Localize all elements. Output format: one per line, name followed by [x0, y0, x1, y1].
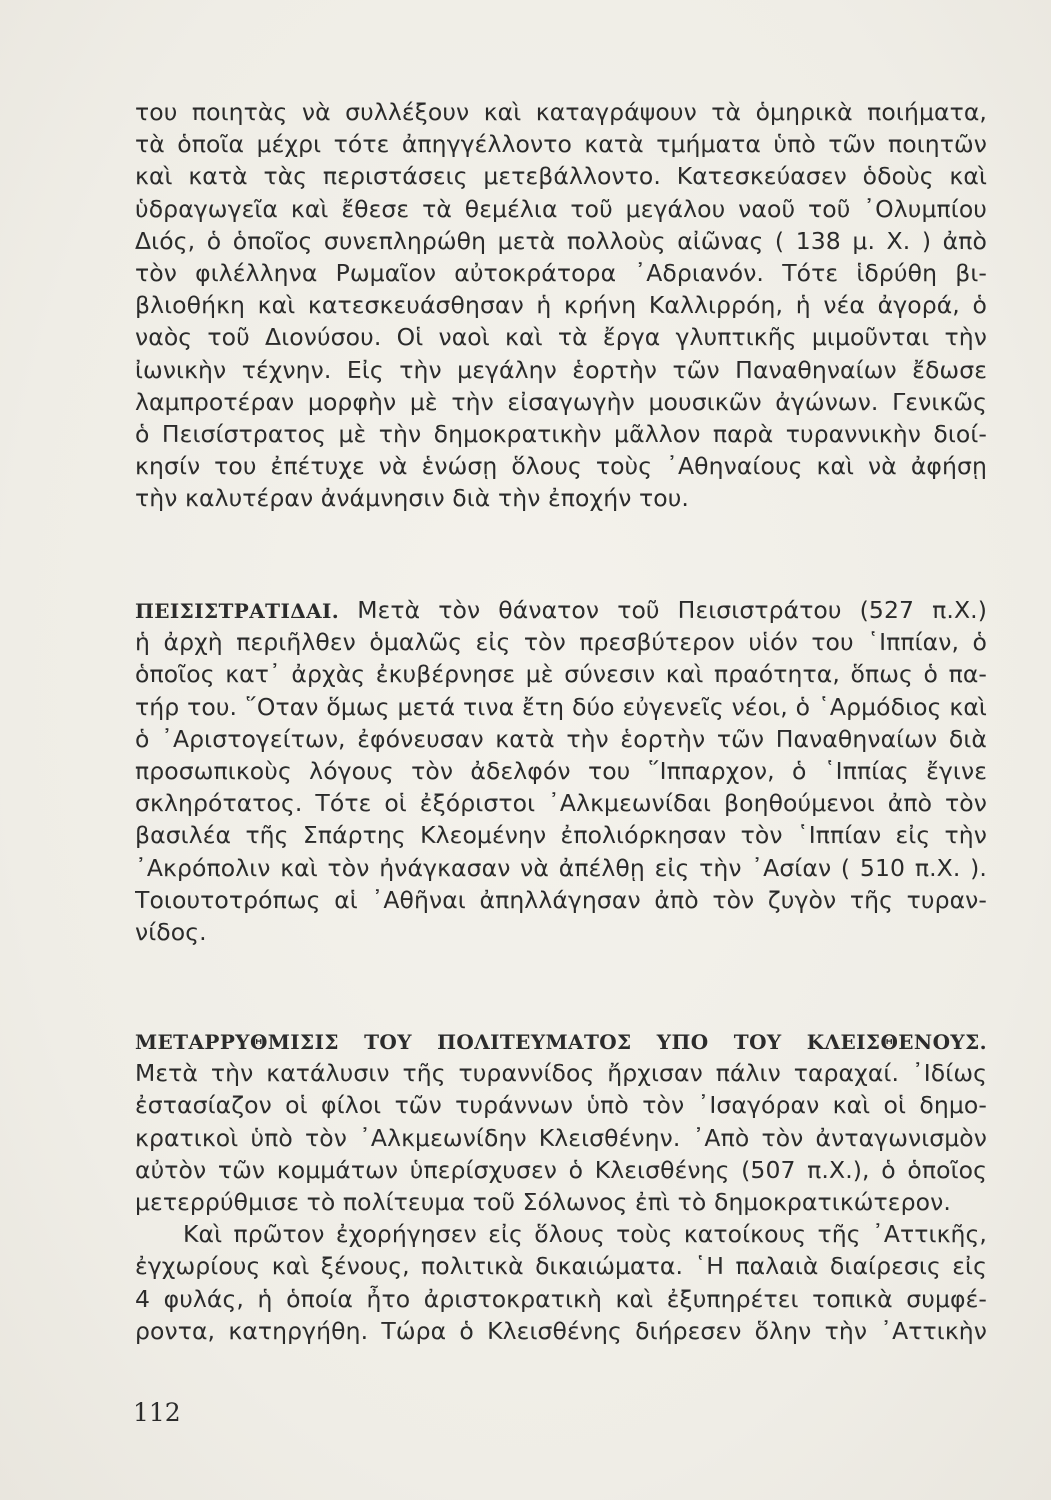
text-line: ναὸς τοῦ Διονύσου. Οἱ ναοὶ καὶ τὰ ἔργα γλυπτικῆς μιμοῦνται τὴν	[135, 323, 987, 352]
text-line: ἐγχωρίους καὶ ξένους, πολιτικὰ δικαιώματα. ῾Η παλαιὰ διαίρεσις εἰς	[135, 1252, 987, 1281]
text-line: μετερρύθμισε τὸ πολίτευμα τοῦ Σόλωνος ἐπὶ τὸ δημοκρατικώτερον.	[135, 1187, 951, 1216]
paragraph-peisistratus-works	[135, 96, 987, 514]
text-line: 4 φυλάς, ἡ ὁποία ἦτο ἀριστοκρατικὴ καὶ ἐξυπηρέτει τοπικὰ συμφέ-	[135, 1284, 987, 1313]
section-peisistratidae	[135, 594, 987, 948]
text-line: ὁποῖος κατ᾿ ἀρχὰς ἐκυβέρνησε μὲ σύνεσιν καὶ πραότητα, ὅπως ὁ πα-	[135, 660, 987, 689]
text-line: Τοιουτοτρόπως αἱ ᾿Αθῆναι ἀπηλλάγησαν ἀπὸ τὸν ζυγὸν τῆς τυραν-	[135, 885, 987, 914]
text-line: ἰωνικὴν τέχνην. Εἰς τὴν μεγάλην ἑορτὴν τῶν Παναθηναίων ἔδωσε	[135, 355, 987, 384]
text-line: ὑδραγωγεῖα καὶ ἔθεσε τὰ θεμέλια τοῦ μεγάλου ναοῦ τοῦ ᾿Ολυμπίου	[135, 194, 987, 223]
text-line: ροντα, κατηργήθη. Τώρα ὁ Κλεισθένης διήρεσεν ὅλην τὴν ᾿Αττικὴν	[135, 1316, 987, 1345]
text-line: κρατικοὶ ὑπὸ τὸν ᾿Αλκμεωνίδην Κλεισθένην. ᾿Απὸ τὸν ἀνταγωνισμὸν	[135, 1123, 987, 1152]
text-line: σκληρότατος. Τότε οἱ ἐξόριστοι ᾿Αλκμεωνίδαι βοηθούμενοι ἀπὸ τὸν	[135, 789, 987, 818]
text-line: Διός, ὁ ὁποῖος συνεπληρώθη μετὰ πολλοὺς αἰῶνας ( 138 μ. Χ. ) ἀπὸ	[135, 226, 987, 255]
text-line: του ποιητὰς νὰ συλλέξουν καὶ καταγράψουν τὰ ὁμηρικὰ ποιήματα,	[135, 98, 987, 126]
text-line: κησίν του ἐπέτυχε νὰ ἑνώσῃ ὅλους τοὺς ᾿Αθηναίους καὶ νὰ ἀφήσῃ	[135, 452, 987, 481]
text-line: ἐστασίαζον οἱ φίλοι τῶν τυράννων ὑπὸ τὸν ᾿Ισαγόραν καὶ οἱ δημο-	[135, 1091, 987, 1120]
text-line: τὴν καλυτέραν ἀνάμνησιν διὰ τὴν ἐποχήν του.	[135, 484, 689, 513]
text-line: ὁ Πεισίστρατος μὲ τὴν δημοκρατικὴν μᾶλλον παρὰ τυραννικὴν διοί-	[135, 419, 987, 448]
text-line: τὰ ὁποῖα μέχρι τότε ἀπηγγέλλοντο κατὰ τμήματα ὑπὸ τῶν ποιητῶν	[135, 130, 987, 159]
text-line: Μετὰ τὴν κατάλυσιν τῆς τυραννίδος ἤρχισαν πάλιν ταραχαί. ᾿Ιδίως	[135, 1059, 987, 1088]
text-line: βλιοθήκη καὶ κατεσκευάσθησαν ἡ κρήνη Καλλιρρόη, ἡ νέα ἀγορά, ὁ	[135, 291, 987, 320]
text-line: νίδος.	[135, 917, 207, 946]
page-number: 112	[133, 1398, 181, 1427]
text-line: προσωπικοὺς λόγους τὸν ἀδελφόν του ῞Ιππαρχον, ὁ ῾Ιππίας ἔγινε	[135, 756, 987, 785]
text-line: αὐτὸν τῶν κομμάτων ὑπερίσχυσεν ὁ Κλεισθένης (507 π.Χ.), ὁ ὁποῖος	[135, 1155, 987, 1184]
section-first-line	[135, 594, 987, 626]
section-heading-line	[135, 1025, 987, 1057]
text-line: βασιλέα τῆς Σπάρτης Κλεομένην ἐπολιόρκησαν τὸν ῾Ιππίαν εἰς τὴν	[135, 821, 987, 850]
text-run: Μετὰ τὸν θάνατον τοῦ Πεισιστράτου (527 π.Χ.)	[357, 596, 987, 624]
text-line: τὸν φιλέλληνα Ρωμαῖον αὐτοκράτορα ᾿Αδριανόν. Τότε ἱδρύθη βι-	[135, 258, 987, 287]
text-line: καὶ κατὰ τὰς περιστάσεις μετεβάλλοντο. Κατεσκεύασεν ὁδοὺς καὶ	[135, 162, 987, 191]
section-cleisthenes-reform	[135, 1025, 987, 1347]
text-line: ὁ ᾿Αριστογείτων, ἐφόνευσαν κατὰ τὴν ἑορτὴν τῶν Παναθηναίων διὰ	[135, 724, 987, 753]
text-line: Καὶ πρῶτον ἐχορήγησεν εἰς ὅλους τοὺς κατοίκους τῆς ᾿Αττικῆς,	[183, 1220, 987, 1249]
section-heading: ΠΕΙΣΙΣΤΡΑΤΙΔΑΙ.	[135, 599, 340, 623]
text-line: ἡ ἀρχὴ περιῆλθεν ὁμαλῶς εἰς τὸν πρεσβύτερον υἱόν του ῾Ιππίαν, ὁ	[135, 628, 987, 657]
section-heading: ΜΕΤΑΡΡΥΘΜΙΣΙΣ ΤΟΥ ΠΟΛΙΤΕΥΜΑΤΟΣ ΥΠΟ ΤΟΥ ΚΛΕΙΣΘΕΝΟΥΣ.	[135, 1030, 987, 1054]
text-line: τήρ του. ῞Οταν ὅμως μετά τινα ἔτη δύο εὐγενεῖς νέοι, ὁ ῾Αρμόδιος καὶ	[135, 692, 987, 721]
text-line: ᾿Ακρόπολιν καὶ τὸν ἠνάγκασαν νὰ ἀπέλθῃ εἰς τὴν ᾿Ασίαν ( 510 π.Χ. ).	[135, 853, 987, 882]
text-line: λαμπροτέραν μορφὴν μὲ τὴν εἰσαγωγὴν μουσικῶν ἀγώνων. Γενικῶς	[135, 387, 987, 416]
